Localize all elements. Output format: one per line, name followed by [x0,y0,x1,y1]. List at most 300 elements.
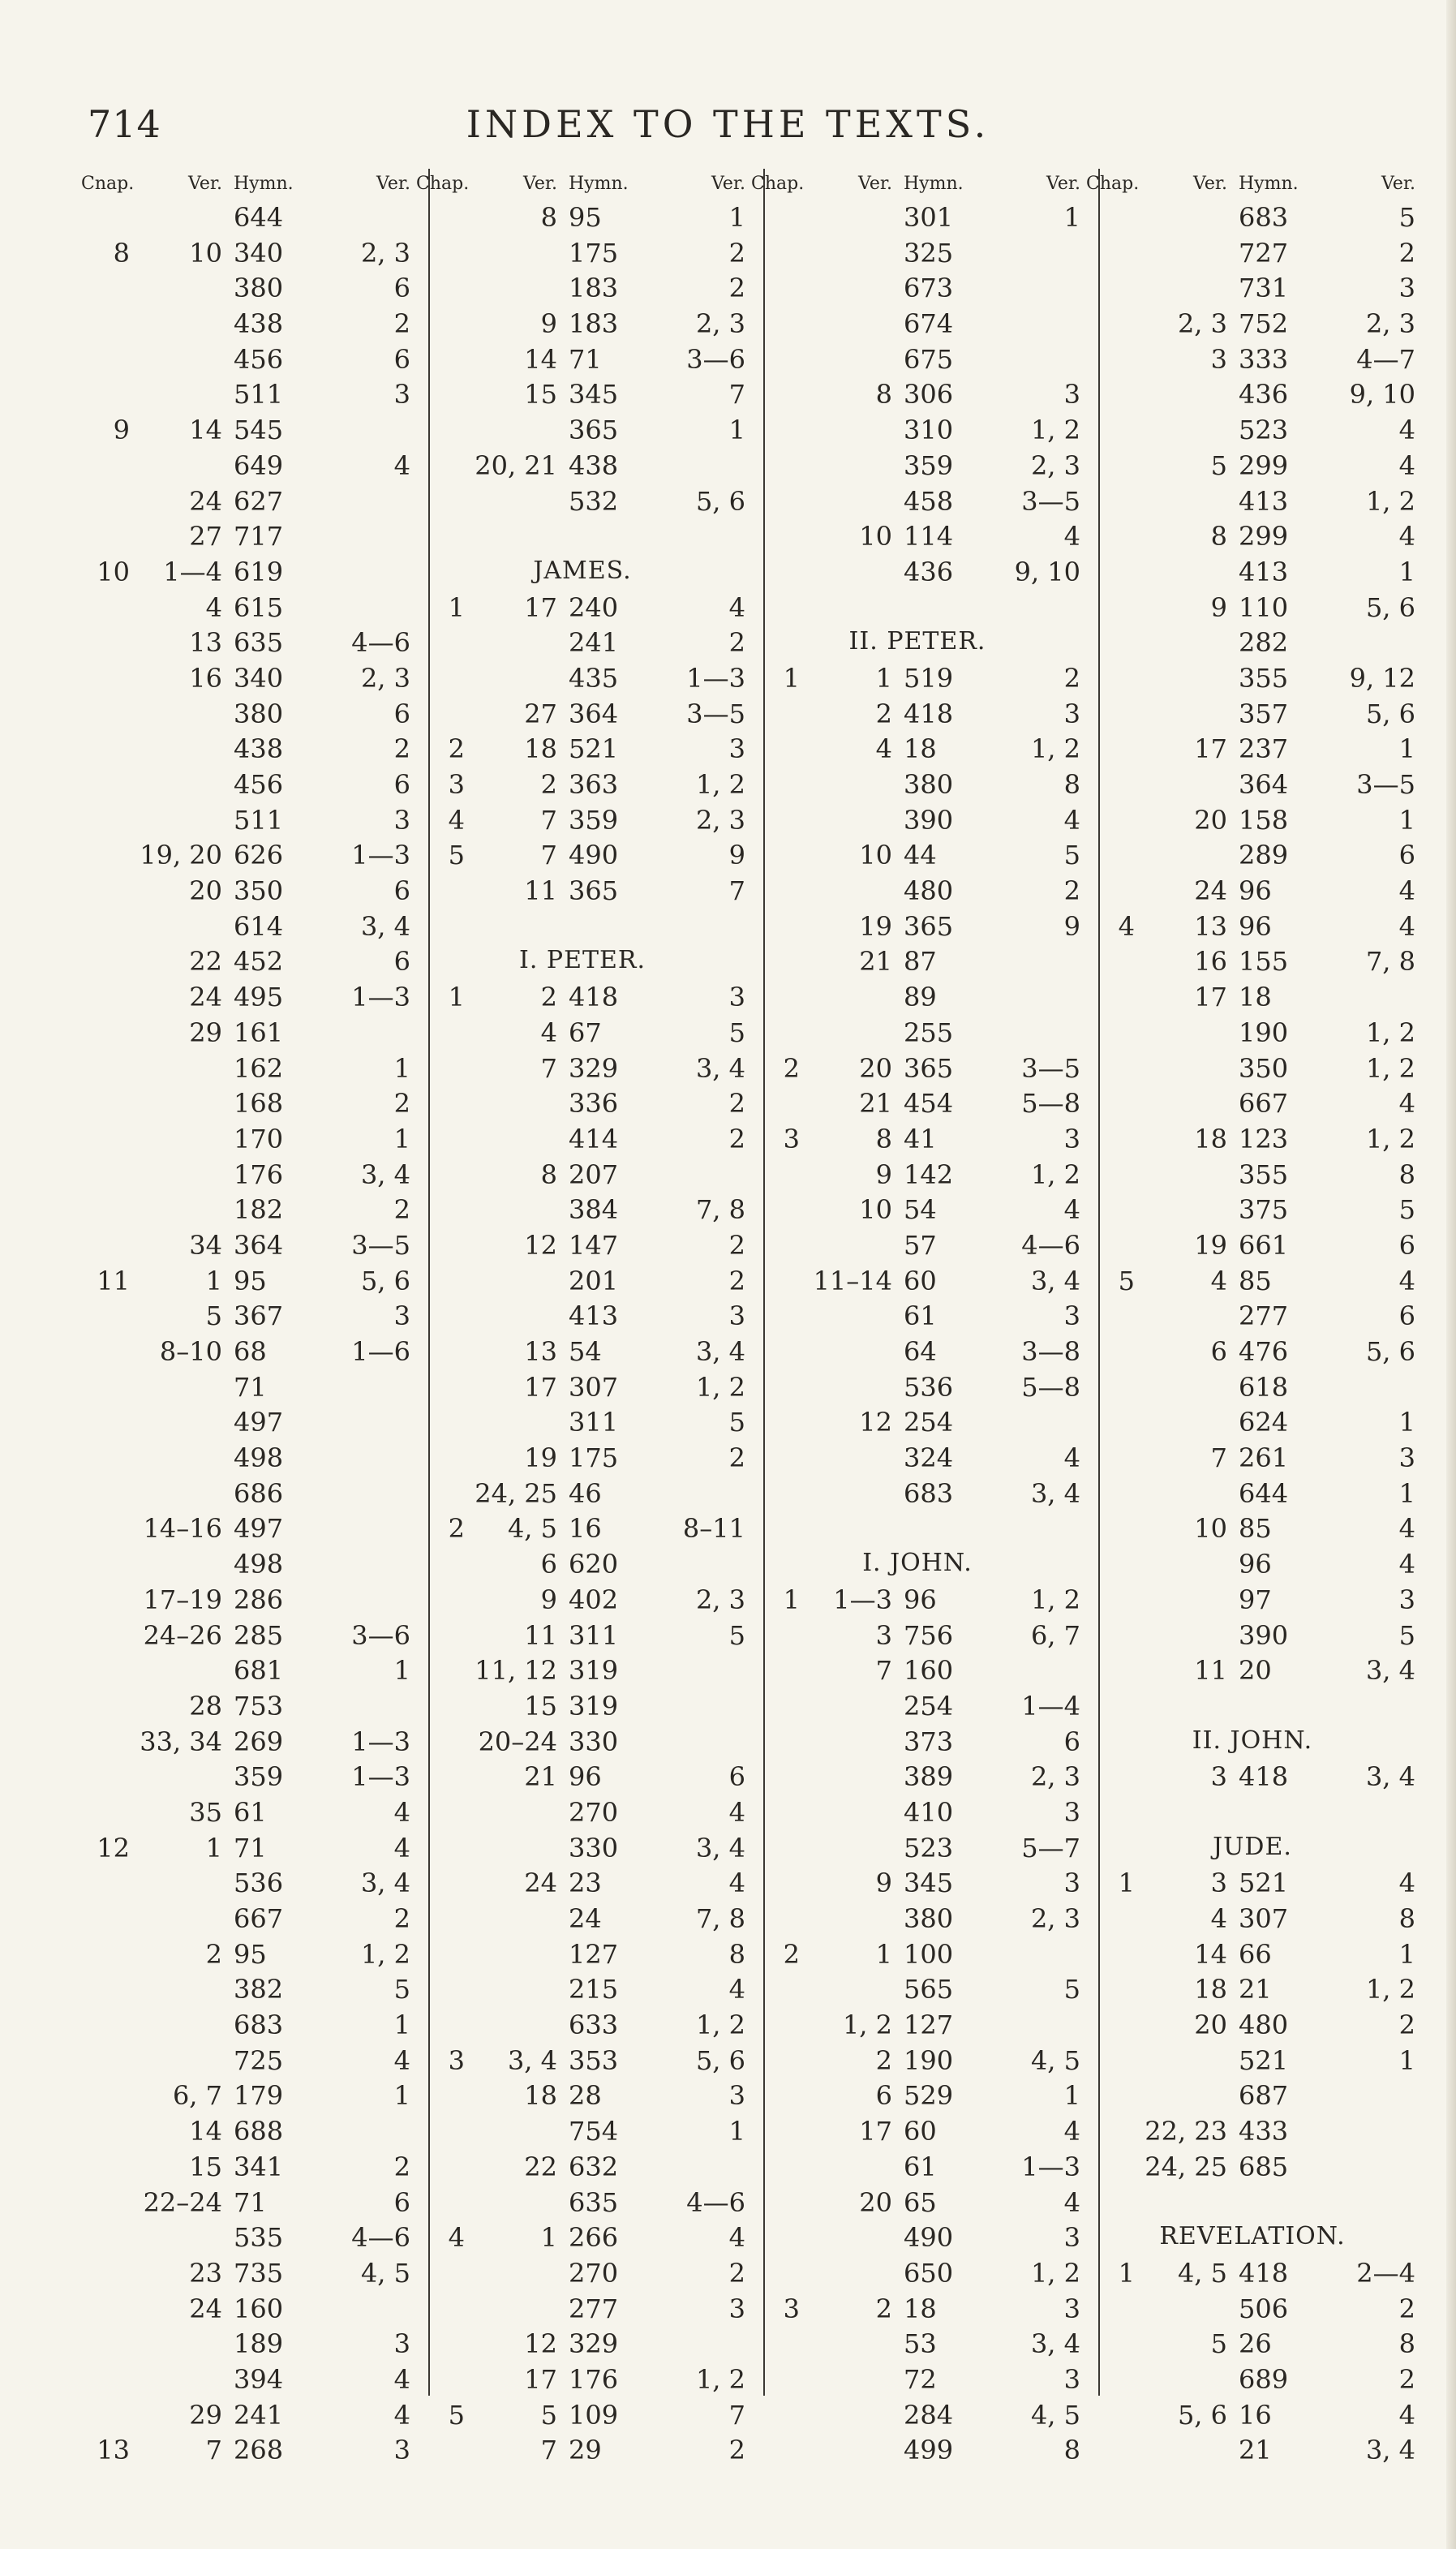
verse-number: 6 [875,2080,892,2112]
hymn-number: 519 [904,662,954,694]
hymn-number: 66 [1239,1938,1272,1970]
chapter-number: 3 [448,2044,465,2076]
hymn-verses: 4 [1398,1868,1415,1899]
hymn-number: 661 [1239,1229,1289,1261]
index-row [416,235,749,271]
hymn-number: 438 [234,733,284,765]
index-row [751,873,1084,909]
hymn-number: 29 [569,2435,602,2466]
index-row [416,1759,749,1795]
hymn-verses: 5, 6 [1365,698,1415,729]
verse-number: 17–19 [143,1584,222,1615]
hymn-number: 330 [569,1726,619,1757]
index-row [81,306,414,342]
verse-number: 1 [875,662,892,694]
verse-number: 2 [875,2293,892,2324]
hymn-verses: 4 [393,2044,410,2076]
hymn-number: 380 [904,1903,954,1934]
verse-number: 18 [1194,1123,1227,1154]
hymn-number: 123 [1239,1123,1289,1154]
index-row [1086,518,1419,554]
index-row [416,1476,749,1511]
hymn-number: 418 [1239,2257,1289,2289]
verse-number: 20 [1194,804,1227,836]
hymn-number: 284 [904,2399,954,2431]
index-row [416,2043,749,2078]
index-row [1086,554,1419,590]
index-row [416,1830,749,1866]
index-row [1086,979,1419,1015]
hymn-verses: 5—8 [1021,1371,1080,1403]
index-row [416,1653,749,1688]
hymn-number: 54 [904,1194,937,1226]
index-row [751,2326,1084,2362]
hymn-number: 674 [904,308,954,340]
index-row [751,1227,1084,1263]
index-row [751,1192,1084,1227]
index-row [416,767,749,802]
hymn-verses: 4 [728,2222,745,2254]
index-row [416,660,749,696]
index-row [1086,1263,1419,1299]
hymn-number: 57 [904,1229,937,1261]
index-column-1 [81,169,430,2466]
index-row [81,944,414,979]
hymn-verses: 3 [393,1300,410,1332]
hymn-number: 319 [569,1690,619,1722]
verse-number: 23 [189,2257,222,2289]
hymn-verses: 3—5 [1356,769,1415,800]
verse-number: 27 [189,521,222,552]
verse-number: 4 [540,1017,557,1048]
hymn-verses: 4—6 [1021,1229,1080,1261]
hymn-verses: 1, 2 [1030,2257,1080,2289]
hymn-verses: 8 [1063,769,1080,800]
hymn-verses: 2 [728,627,745,659]
hymn-number: 683 [904,1477,954,1509]
header-ver: Ver. [523,174,557,194]
hymn-number: 176 [569,2363,619,2395]
hymn-number: 270 [569,2257,619,2289]
hymn-number: 717 [234,521,284,552]
header-hymn-ver: Ver. [376,174,410,194]
verse-number: 2 [205,1938,222,1970]
hymn-number: 61 [904,2151,937,2182]
hymn-number: 72 [904,2363,937,2395]
hymn-number: 168 [234,1088,284,1120]
index-column-3 [751,169,1100,2466]
chapter-number: 5 [448,2399,465,2431]
hymn-number: 754 [569,2116,619,2147]
verse-number: 2 [540,982,557,1013]
hymn-number: 44 [904,840,937,871]
index-row [81,979,414,1015]
hymn-number: 380 [904,769,954,800]
verse-number: 14–16 [143,1513,222,1545]
book-heading [416,944,749,979]
index-row [416,731,749,767]
chapter-number: 11 [97,1265,130,1296]
index-rows [416,200,749,2468]
hymn-verses: 1, 2 [695,2363,745,2395]
hymn-number: 529 [904,2080,954,2112]
index-row [1086,484,1419,519]
hymn-verses: 1 [393,1052,410,1084]
index-row [1086,2185,1419,2220]
hymn-verses: 5 [1063,1974,1080,2005]
hymn-verses: 7 [728,379,745,411]
hymn-number: 619 [234,556,284,587]
verse-number: 1—4 [163,556,222,587]
verse-number: 18 [524,2080,557,2112]
verse-number: 22, 23 [1145,2116,1227,2147]
index-row [1086,1227,1419,1263]
hymn-number: 359 [569,804,619,836]
hymn-number: 673 [904,273,954,304]
hymn-number: 307 [1239,1903,1289,1934]
index-row [81,767,414,802]
hymn-verses: 2, 3 [1030,1761,1080,1793]
index-row [81,1157,414,1193]
verse-number: 13 [1194,910,1227,942]
verse-number: 24 [524,1868,557,1899]
verse-number: 7 [875,1655,892,1687]
hymn-number: 319 [569,1655,619,1687]
index-row [416,484,749,519]
hymn-verses: 3 [728,733,745,765]
hymn-number: 364 [569,698,619,729]
index-row [416,1724,749,1760]
hymn-number: 95 [234,1938,267,1970]
index-row [1086,660,1419,696]
index-column-4 [1086,169,1435,2466]
hymn-verses: 4 [728,591,745,623]
index-row [81,448,414,484]
hymn-verses: 4 [1398,1265,1415,1296]
hymn-verses: 3 [728,982,745,1013]
hymn-verses: 6 [728,1761,745,1793]
index-row [1086,1511,1419,1546]
index-row [81,2362,414,2397]
hymn-number: 18 [1239,982,1272,1013]
index-row [751,1051,1084,1086]
column-header [81,169,414,198]
index-row [416,1157,749,1193]
index-row [416,1688,749,1724]
hymn-number: 373 [904,1726,954,1757]
hymn-number: 18 [904,733,937,765]
hymn-number: 394 [234,2363,284,2395]
index-row [416,1440,749,1476]
hymn-number: 96 [569,1761,602,1793]
hymn-verses: 4 [728,1796,745,1828]
hymn-verses: 6 [1398,1300,1415,1332]
hymn-number: 340 [234,237,284,269]
hymn-number: 68 [234,1336,267,1367]
hymn-number: 725 [234,2044,284,2076]
index-row [416,1971,749,2007]
index-row [1086,873,1419,909]
hymn-verses: 6 [393,769,410,800]
verse-number: 12 [524,2328,557,2360]
index-row [751,837,1084,873]
verse-number: 3 [1210,1868,1227,1899]
hymn-verses: 1, 2 [1365,1052,1415,1084]
index-row [1086,2432,1419,2468]
hymn-verses: 4 [1398,2399,1415,2431]
hymn-number: 269 [234,1726,284,1757]
hymn-verses: 4, 5 [1030,2044,1080,2076]
hymn-number: 350 [1239,1052,1289,1084]
index-row [751,1157,1084,1193]
hymn-verses: 3 [1063,379,1080,411]
index-row [751,731,1084,767]
index-row [1086,2007,1419,2043]
index-row [751,2432,1084,2468]
hymn-number: 175 [569,237,619,269]
hymn-number: 384 [569,1194,619,1226]
verse-number: 15 [524,1690,557,1722]
index-row [81,1015,414,1051]
index-row [81,1192,414,1227]
index-row [1086,1936,1419,1972]
index-row [1086,235,1419,271]
index-row [1086,590,1419,625]
index-row [81,2432,414,2468]
book-heading [751,625,1084,660]
verse-number: 4, 5 [1177,2257,1227,2289]
header-hymn-ver: Ver. [711,174,745,194]
index-row [81,802,414,838]
hymn-verses: 2 [393,308,410,340]
hymn-verses: 4—7 [1356,343,1415,375]
index-row [751,1404,1084,1440]
hymn-verses: 6 [393,875,410,907]
header-ver: Ver. [858,174,892,194]
hymn-verses: 1 [1063,202,1080,233]
verse-number: 13 [524,1336,557,1367]
hymn-verses: 4 [1398,521,1415,552]
hymn-number: 299 [1239,449,1289,481]
index-row [416,625,749,660]
hymn-verses: 3—5 [1021,485,1080,517]
hymn-verses: 3 [728,1300,745,1332]
hymn-number: 413 [569,1300,619,1332]
hymn-number: 418 [1239,1761,1289,1793]
hymn-number: 261 [1239,1442,1289,1474]
hymn-verses: 2 [393,1088,410,1120]
hymn-verses: 6 [1398,840,1415,871]
book-name: I. PETER. [518,946,646,975]
header-hymn: Hymn. [904,174,964,194]
book-heading [1086,1830,1419,1866]
verse-number: 9 [540,308,557,340]
hymn-number: 618 [1239,1371,1289,1403]
hymn-verses: 3 [1063,1868,1080,1899]
hymn-number: 688 [234,2116,284,2147]
verse-number: 24 [189,485,222,517]
chapter-number: 1 [448,982,465,1013]
index-row [81,1121,414,1157]
verse-number: 17 [1194,982,1227,1013]
index-row [81,342,414,377]
chapter-number: 3 [448,769,465,800]
index-row [81,2255,414,2291]
index-row [81,2220,414,2255]
hymn-number: 436 [1239,379,1289,411]
index-row [81,235,414,271]
index-row [416,1865,749,1901]
verse-number: 10 [859,1194,892,1226]
hymn-number: 60 [904,2116,937,2147]
index-row [751,1901,1084,1936]
hymn-verses: 5—8 [1021,1088,1080,1120]
index-row [81,1618,414,1653]
hymn-number: 536 [234,1868,284,1899]
index-row [81,1546,414,1582]
hymn-number: 635 [234,627,284,659]
verse-number: 2 [875,698,892,729]
hymn-verses: 1 [728,415,745,446]
hymn-number: 190 [904,2044,954,2076]
hymn-number: 333 [1239,343,1289,375]
index-row [1086,2397,1419,2433]
hymn-number: 511 [234,379,284,411]
verse-number: 5 [1210,2328,1227,2360]
index-row [81,1865,414,1901]
index-row [1086,2326,1419,2362]
hymn-number: 41 [904,1123,937,1154]
index-row [416,1121,749,1157]
hymn-verses: 1—3 [351,840,410,871]
verse-number: 29 [189,1017,222,1048]
index-row [1086,1901,1419,1936]
column-header [751,169,1084,198]
index-row [416,200,749,235]
hymn-verses: 2 [728,1123,745,1154]
verse-number: 27 [524,698,557,729]
hymn-verses: 3, 4 [1030,1265,1080,1296]
index-row [416,1263,749,1299]
index-row [81,909,414,944]
hymn-number: 147 [569,1229,619,1261]
hymn-number: 644 [1239,1477,1289,1509]
hymn-verses: 5, 6 [1365,1336,1415,1367]
hymn-verses: 3, 4 [1365,1655,1415,1687]
hymn-verses: 1 [1398,1477,1415,1509]
hymn-number: 490 [569,840,619,871]
verse-number: 15 [189,2151,222,2182]
hymn-verses: 8 [1398,1158,1415,1190]
hymn-verses: 3, 4 [695,1052,745,1084]
hymn-verses: 2 [728,1442,745,1474]
chapter-number: 2 [448,733,465,765]
hymn-verses: 1, 2 [695,1371,745,1403]
hymn-number: 620 [569,1549,619,1580]
index-row [751,2291,1084,2327]
verse-number: 5, 6 [1177,2399,1227,2431]
book-name: I. JOHN. [862,1549,973,1578]
hymn-verses: 2 [1063,875,1080,907]
verse-number: 11 [524,1619,557,1651]
verse-number: 1 [205,1265,222,1296]
hymn-number: 418 [569,982,619,1013]
hymn-number: 71 [569,343,602,375]
index-row [416,2113,749,2149]
index-row [416,2007,749,2043]
hymn-verses: 1, 2 [1030,1584,1080,1615]
verse-number: 24 [189,2293,222,2324]
hymn-verses: 3—5 [686,698,745,729]
hymn-number: 375 [1239,1194,1289,1226]
index-row [81,625,414,660]
hymn-number: 189 [234,2328,284,2360]
hymn-number: 365 [569,875,619,907]
index-row [416,2291,749,2327]
hymn-verses: 2 [728,237,745,269]
index-row [416,1298,749,1334]
hymn-number: 207 [569,1158,619,1190]
hymn-number: 632 [569,2151,619,2182]
index-row [1086,909,1419,944]
index-row [751,2397,1084,2433]
verse-number: 15 [524,379,557,411]
hymn-verses: 3 [1063,1796,1080,1828]
hymn-number: 683 [234,2010,284,2041]
index-row [416,2078,749,2113]
hymn-number: 301 [904,202,954,233]
index-row [1086,1334,1419,1369]
hymn-verses: 2, 3 [695,308,745,340]
index-row [81,660,414,696]
hymn-verses: 1 [728,202,745,233]
hymn-number: 365 [904,910,954,942]
verse-number: 19, 20 [140,840,222,871]
index-row [1086,2362,1419,2397]
index-row [751,306,1084,342]
hymn-number: 270 [569,1796,619,1828]
hymn-number: 158 [1239,804,1289,836]
hymn-verses: 4 [1398,449,1415,481]
hymn-verses: 3 [1398,1442,1415,1474]
verse-number: 19 [1194,1229,1227,1261]
hymn-number: 413 [1239,485,1289,517]
hymn-verses: 6 [393,343,410,375]
chapter-number: 3 [783,2293,800,2324]
verse-number: 2 [875,2044,892,2076]
hymn-number: 355 [1239,662,1289,694]
hymn-number: 71 [234,1371,267,1403]
hymn-number: 363 [569,769,619,800]
hymn-verses: 1, 2 [1365,485,1415,517]
index-row [81,696,414,732]
index-row [81,2007,414,2043]
verse-number: 19 [859,910,892,942]
index-row [416,2185,749,2220]
verse-number: 20 [859,1052,892,1084]
chapter-number: 12 [97,1832,130,1863]
index-row [416,1901,749,1936]
index-row [81,1369,414,1405]
hymn-verses: 3 [728,2293,745,2324]
verse-number: 33, 34 [140,1726,222,1757]
hymn-number: 476 [1239,1336,1289,1367]
verse-number: 11, 12 [475,1655,557,1687]
index-row [751,1298,1084,1334]
chapter-number: 9 [113,415,130,446]
index-row [751,2255,1084,2291]
index-row [1086,1157,1419,1193]
